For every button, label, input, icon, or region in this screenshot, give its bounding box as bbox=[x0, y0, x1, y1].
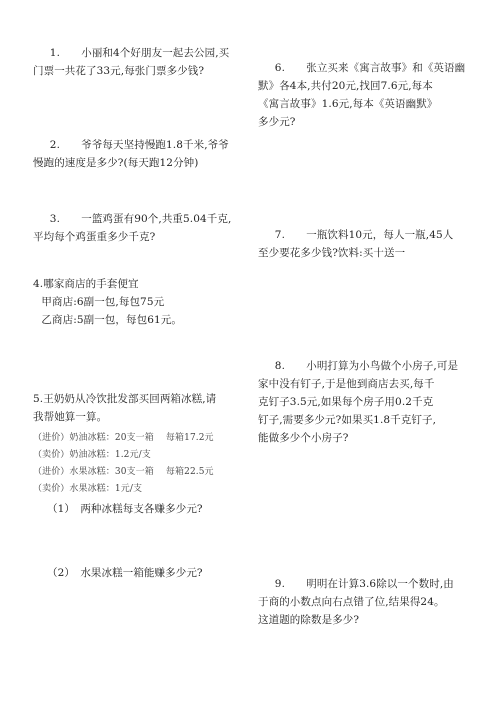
question-6-line-3: 《寓言故事》1.6元,每本《英语幽默》 bbox=[258, 98, 438, 110]
question-5-sub-1-text: （1） 两种冰糕每支各赚多少元? bbox=[47, 503, 203, 515]
question-6 bbox=[258, 59, 470, 131]
question-2 bbox=[33, 136, 245, 172]
question-1-line-2: 门票一共花了33元,每张门票多少钱? bbox=[33, 65, 205, 77]
question-2-line-2: 慢跑的速度是多少?(每天跑12分钟) bbox=[33, 157, 199, 169]
question-7 bbox=[258, 226, 470, 262]
question-8-line-4: 钉子,需要多少元?如果买1.8千克钉子, bbox=[258, 414, 437, 426]
question-3-line-2: 平均每个鸡蛋重多少千克? bbox=[33, 231, 156, 243]
question-8 bbox=[258, 357, 470, 447]
question-9-line-3: 这道题的除数是多少? bbox=[258, 614, 360, 626]
question-4 bbox=[33, 275, 245, 329]
question-4-shop-b: 乙商店:5副一包，每包61元。 bbox=[41, 314, 182, 326]
question-4-title: 4.哪家商店的手套便宜 bbox=[33, 278, 139, 290]
question-4-shop-a: 甲商店:6副一包,每包75元 bbox=[41, 296, 165, 308]
question-3-line-1: 3. 一篮鸡蛋有90个,共重5.04千克, bbox=[49, 213, 232, 225]
question-9 bbox=[258, 575, 473, 629]
question-7-line-1: 7. 一瓶饮料10元，每人一瓶,45人 bbox=[274, 229, 454, 241]
question-7-line-2: 至少要花多少钱?饮料:买十送一 bbox=[258, 247, 406, 259]
question-1-line-1: 1. 小丽和4个好朋友一起去公园,买 bbox=[49, 47, 230, 59]
question-5-line-1: 5.王奶奶从冷饮批发部买回两箱冰糕,请 bbox=[33, 393, 217, 405]
question-5 bbox=[33, 390, 248, 426]
question-3 bbox=[33, 210, 245, 246]
question-9-line-1: 9. 明明在计算3.6除以一个数时,由 bbox=[274, 578, 454, 590]
question-8-line-3: 克钉子3.5元,如果每个房子用0.2千克 bbox=[258, 396, 434, 408]
price-list-row: （卖价）水果冰糕：1元/支 bbox=[33, 484, 143, 494]
question-5-sub-2 bbox=[47, 564, 247, 582]
question-8-line-2: 家中没有钉子,于是他到商店去买,每千 bbox=[258, 378, 435, 390]
question-8-line-1: 8. 小明打算为小鸟做个小房子,可是 bbox=[274, 360, 459, 372]
question-6-line-2: 默》各4本,共付20元,找回7.6元,每本 bbox=[258, 80, 433, 92]
question-1 bbox=[33, 44, 245, 80]
question-5-line-2: 我帮她算一算。 bbox=[33, 411, 108, 423]
price-list-row: （进价）水果冰糕：30支一箱 每箱22.5元 bbox=[33, 467, 214, 477]
question-9-line-2: 于商的小数点向右点错了位,结果得24。 bbox=[258, 596, 445, 608]
price-list-row: （卖价）奶油冰糕：1.2元/支 bbox=[33, 450, 151, 460]
price-list-row: （进价）奶油冰糕：20支一箱 每箱17.2元 bbox=[33, 433, 214, 443]
question-8-line-5: 能做多少个小房子? bbox=[258, 432, 349, 444]
question-5-price-list bbox=[33, 430, 248, 498]
question-6-line-1: 6. 张立买来《寓言故事》和《英语幽 bbox=[274, 62, 466, 74]
question-5-sub-2-text: （2） 水果冰糕一箱能赚多少元? bbox=[47, 567, 203, 579]
question-5-sub-1 bbox=[47, 500, 247, 518]
question-2-line-1: 2. 爷爷每天坚持慢跑1.8千米,爷爷 bbox=[49, 139, 229, 151]
question-6-line-4: 多少元? bbox=[258, 116, 296, 128]
